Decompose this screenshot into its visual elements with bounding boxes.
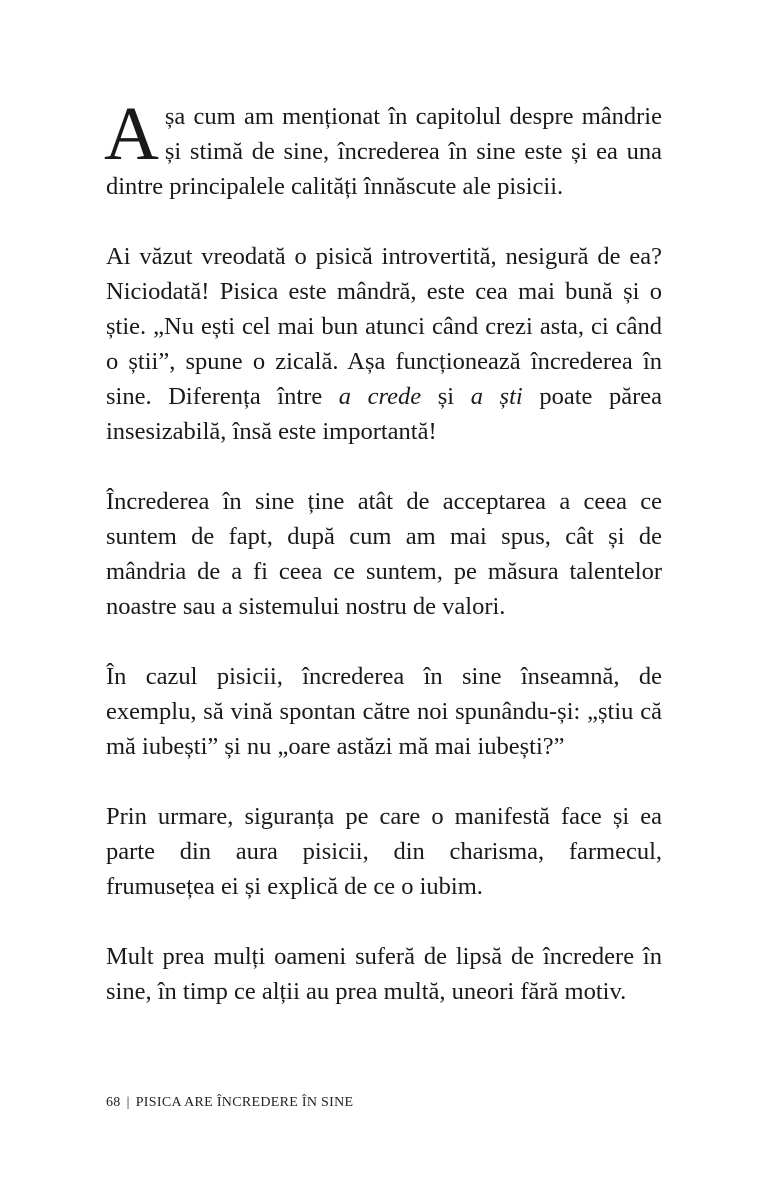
running-title: PISICA ARE ÎNCREDERE ÎN SINE xyxy=(135,1095,354,1110)
drop-cap: A xyxy=(104,92,159,176)
paragraph-2-part-2: și xyxy=(421,383,471,410)
paragraph-2-part-3: poate părea insesizabilă, însă este importantă! xyxy=(106,383,663,445)
page-number: 68 xyxy=(106,1095,121,1110)
paragraph-4: În cazul pisicii, încrederea în sine înseamnă, de exemplu, să vină spontan către noi spunându-și: „știu că mă iubești” și nu „oare astăzi mă mai iubești?” xyxy=(106,663,662,760)
footer-separator: | xyxy=(126,1095,130,1110)
paragraph-2-part-1: Ai văzut vreodată o pisică introvertită, nesigură de ea? Niciodată! Pisica este mândră, este cea mai bună și o știe. „Nu ești cel mai bun atunci când crezi asta, ci când o știi”, spune o zicală. Așa funcționează încrederea în sine. Diferența între xyxy=(106,243,662,410)
paragraph-2 xyxy=(106,239,662,449)
paragraph-5: Prin urmare, siguranța pe care o manifestă face și ea parte din aura pisicii, din charisma, farmecul, frumusețea ei și explică de ce o iubim. xyxy=(106,803,662,900)
paragraph-6: Mult prea mulți oameni suferă de lipsă de încredere în sine, în timp ce alții au prea multă, uneori fără motiv. xyxy=(106,943,662,1005)
paragraph-1 xyxy=(104,92,662,204)
paragraph-3: Încrederea în sine ține atât de acceptarea a ceea ce suntem de fapt, după cum am mai spus, cât și de mândria de a fi ceea ce suntem, pe măsura talentelor noastre sau a sistemului nostru de valori. xyxy=(106,488,662,620)
paragraph-1-text: șa cum am menționat în capitolul despre mândrie și stimă de sine, încrederea în sine este și ea una dintre principalele calități înnăscute ale pisicii. xyxy=(106,103,662,200)
page-footer xyxy=(106,1094,353,1112)
body-text xyxy=(104,92,663,1044)
italic-a-sti: a ști xyxy=(470,383,523,410)
italic-a-crede: a crede xyxy=(338,383,422,410)
